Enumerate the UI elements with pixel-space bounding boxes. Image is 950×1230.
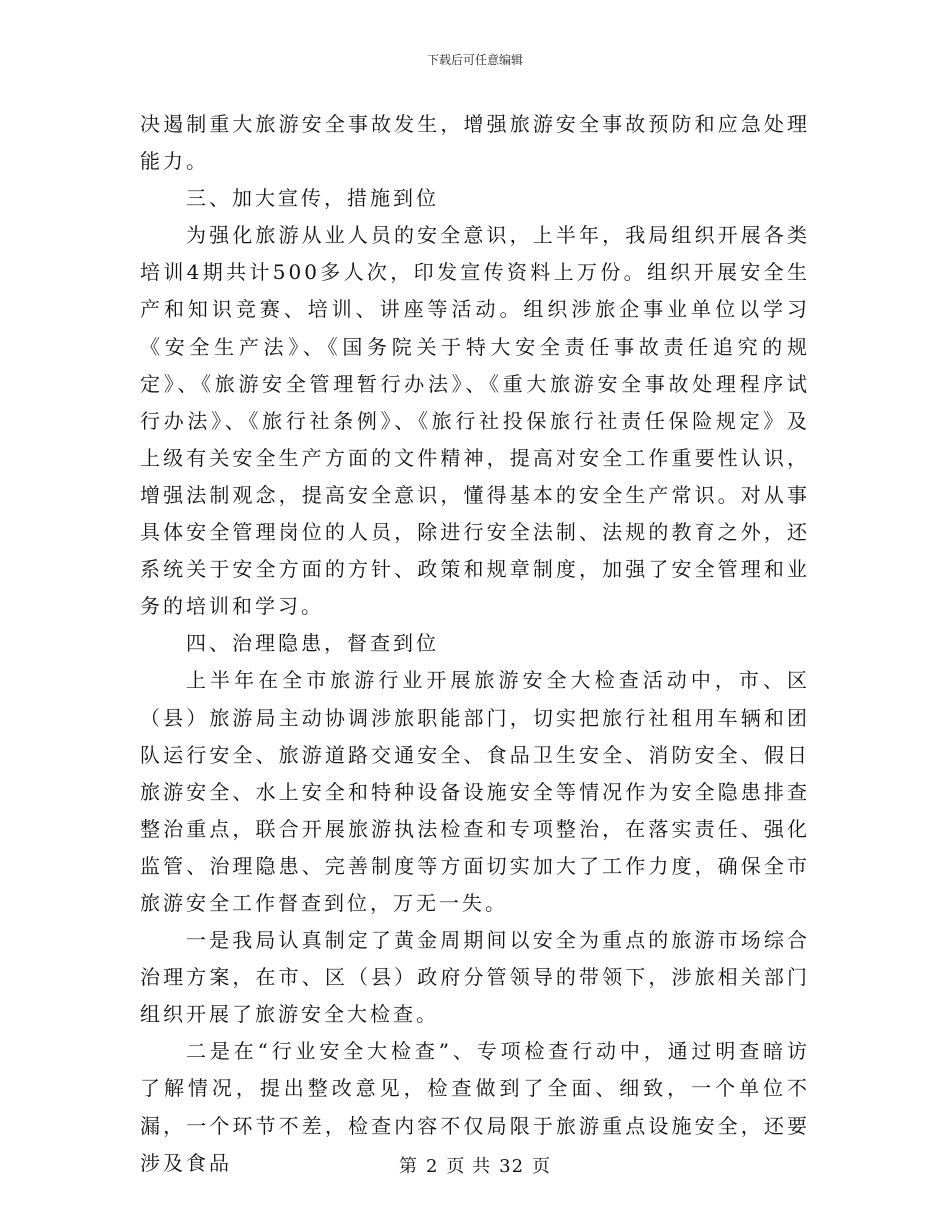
- footer-page-number: 2: [425, 1156, 439, 1177]
- footer-prefix: 第: [398, 1156, 418, 1177]
- page-header: 下载后可任意编辑: [426, 53, 523, 67]
- page-footer: [0, 1155, 950, 1179]
- section-heading-4: 四、治理隐患，督查到位: [186, 631, 439, 656]
- paragraph-point-two: 二是在“行业安全大检查”、专项检查行动中，通过明查暗访了解情况，提出整改意见，检查做到了全面、细致，一个单位不漏，一个环节不差，检查内容不仅局限于旅游重点设施安全，还要涉及食品: [140, 1039, 810, 1175]
- paragraph-inspection: 上半年在全市旅游行业开展旅游安全大检查活动中，市、区（县）旅游局主动协调涉旅职能部门，切实把旅行社租用车辆和团队运行安全、旅游道路交通安全、食品卫生安全、消防安全、假日旅游安全、水上安全和特种设备设施安全等情况作为安全隐患排查整治重点，联合开展旅游执法检查和专项整治，在落实责任、强化监管、治理隐患、完善制度等方面切实加大了工作力度，确保全市旅游安全工作督查到位，万无一失。: [140, 668, 810, 915]
- paragraph-point-one: 一是我局认真制定了黄金周期间以安全为重点的旅游市场综合治理方案，在市、区（县）政府分管领导的带领下，涉旅相关部门组织开展了旅游安全大检查。: [140, 928, 810, 1027]
- footer-middle: 页 共: [446, 1156, 492, 1177]
- footer-total-pages: 32: [499, 1156, 525, 1177]
- paragraph-publicity: 为强化旅游从业人员的安全意识，上半年，我局组织开展各类培训4期共计500多人次，印发宣传资料上万份。组织开展安全生产和知识竞赛、培训、讲座等活动。组织涉旅企事业单位以学习《安全生产法》、《国务院关于特大安全责任事故责任追究的规定》、《旅游安全管理暂行办法》、《重大旅游安全事故处理程序试行办法》、《旅行社条例》、《旅行社投保旅行社责任保险规定》及上级有关安全生产方面的文件精神，提高对安全工作重要性认识，增强法制观念，提高安全意识，懂得基本的安全生产常识。对从事具体安全管理岗位的人员，除进行安全法制、法规的教育之外，还系统关于安全方面的方针、政策和规章制度，加强了安全管理和业务的培训和学习。: [140, 223, 810, 619]
- footer-suffix: 页: [532, 1156, 552, 1177]
- paragraph-continuation: 决遏制重大旅游安全事故发生，增强旅游安全事故预防和应急处理能力。: [140, 112, 810, 174]
- document-body: [140, 106, 810, 1182]
- section-heading-3: 三、加大宣传，措施到位: [186, 186, 439, 211]
